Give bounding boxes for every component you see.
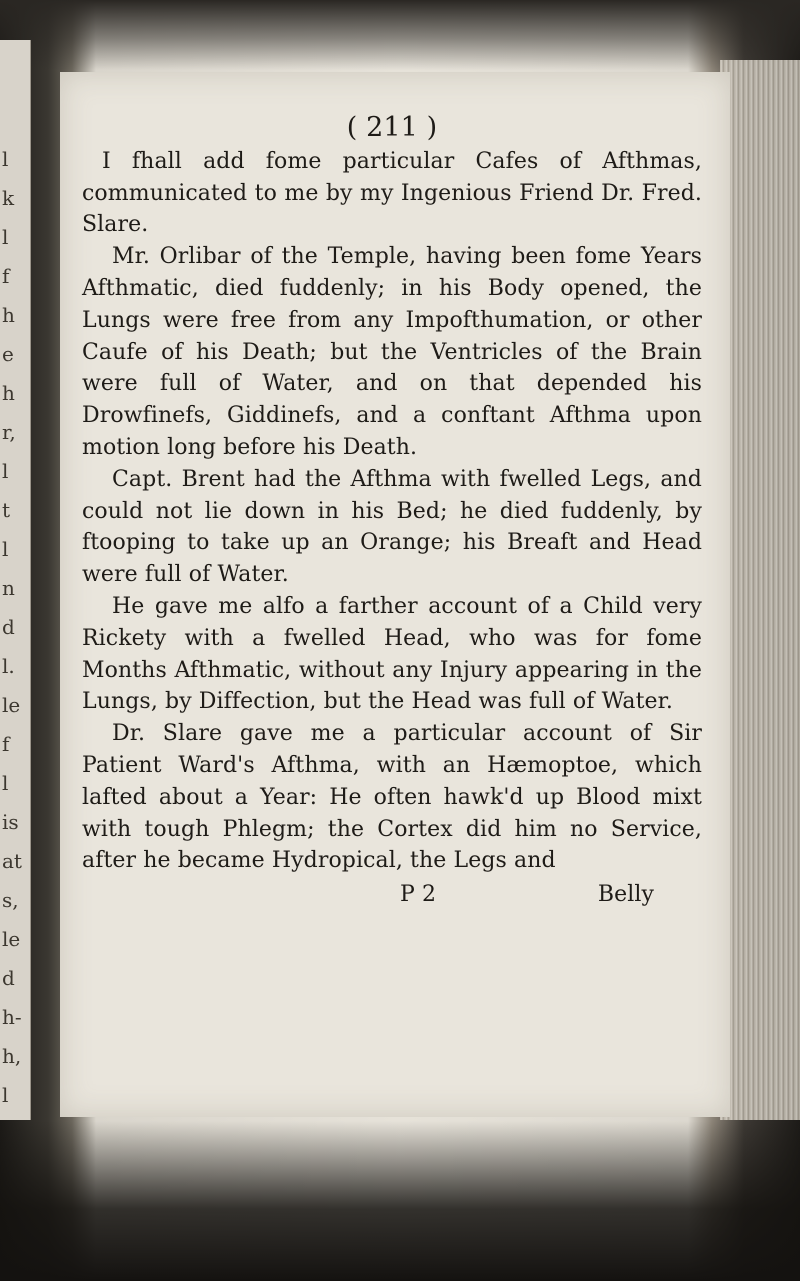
page-number: ( 211 ) (346, 112, 438, 143)
margin-fragment: s, (2, 888, 19, 912)
margin-fragment: d (2, 966, 15, 990)
margin-fragment: l. (2, 654, 15, 678)
margin-fragment: h (2, 381, 15, 405)
margin-fragment: f (2, 264, 10, 288)
margin-fragment: l (2, 459, 9, 483)
margin-fragment: le (2, 693, 21, 717)
margin-fragment: is (2, 810, 19, 834)
margin-fragment: l (2, 771, 9, 795)
paragraph-3: Capt. Brent had the Afthma with fwelled Legs, and could not lie down in his Bed; he died fuddenly, by ftooping to take up an Orange; his Breaft and Head were full of Water. (82, 466, 702, 588)
top-shadow (0, 0, 800, 70)
margin-fragment: d (2, 615, 15, 639)
margin-fragment: h, (2, 1044, 22, 1068)
margin-fragment: f (2, 732, 10, 756)
paragraph-2: Mr. Orlibar of the Temple, having been fome Years Afthmatic, died fuddenly; in his Body opened, the Lungs were free from any Impofthumation, or other Caufe of his Death; but the Ventricles of the Brain were full of Water, and on that depended his Drowfinefs, Giddinefs, and a conftant Afthma upon motion long before his Death. (82, 244, 702, 460)
left-margin-fragments (2, 140, 26, 1115)
margin-fragment: r, (2, 420, 16, 444)
margin-fragment: e (2, 342, 14, 366)
margin-fragment: h- (2, 1005, 22, 1029)
margin-fragment: l (2, 147, 9, 171)
margin-fragment: h (2, 303, 15, 327)
paragraph-4: He gave me alfo a farther account of a Child very Rickety with a fwelled Head, who was for fome Months Afthmatic, without any Injury appearing in the Lungs, by Diffection, but the Head was full of Water. (82, 593, 702, 715)
signature-mark: P 2 (400, 882, 437, 908)
margin-fragment: l (2, 1083, 9, 1107)
page-text (82, 112, 702, 910)
bottom-shadow (0, 1121, 800, 1281)
margin-fragment: l (2, 537, 9, 561)
catchword: Belly (597, 882, 654, 908)
paragraph-1: I fhall add fome particular Cafes of Afthmas, communicated to me by my Ingenious Friend Dr. Fred. Slare. (82, 148, 702, 238)
book-page (60, 72, 730, 1117)
right-page-stack (720, 60, 800, 1120)
margin-fragment: n (2, 576, 15, 600)
margin-fragment: k (2, 186, 15, 210)
margin-fragment: t (2, 498, 11, 522)
margin-fragment: le (2, 927, 21, 951)
page-footer (82, 879, 702, 910)
paragraph-5: Dr. Slare gave me a particular account of Sir Patient Ward's Afthma, with an Hæmoptoe, which lafted about a Year: He often hawk'd up Blood mixt with tough Phlegm; the Cortex did him no Service, after he became Hydropical, the Legs and (82, 721, 702, 874)
margin-fragment: l (2, 225, 9, 249)
margin-fragment: at (2, 849, 22, 873)
left-facing-page (0, 40, 31, 1120)
